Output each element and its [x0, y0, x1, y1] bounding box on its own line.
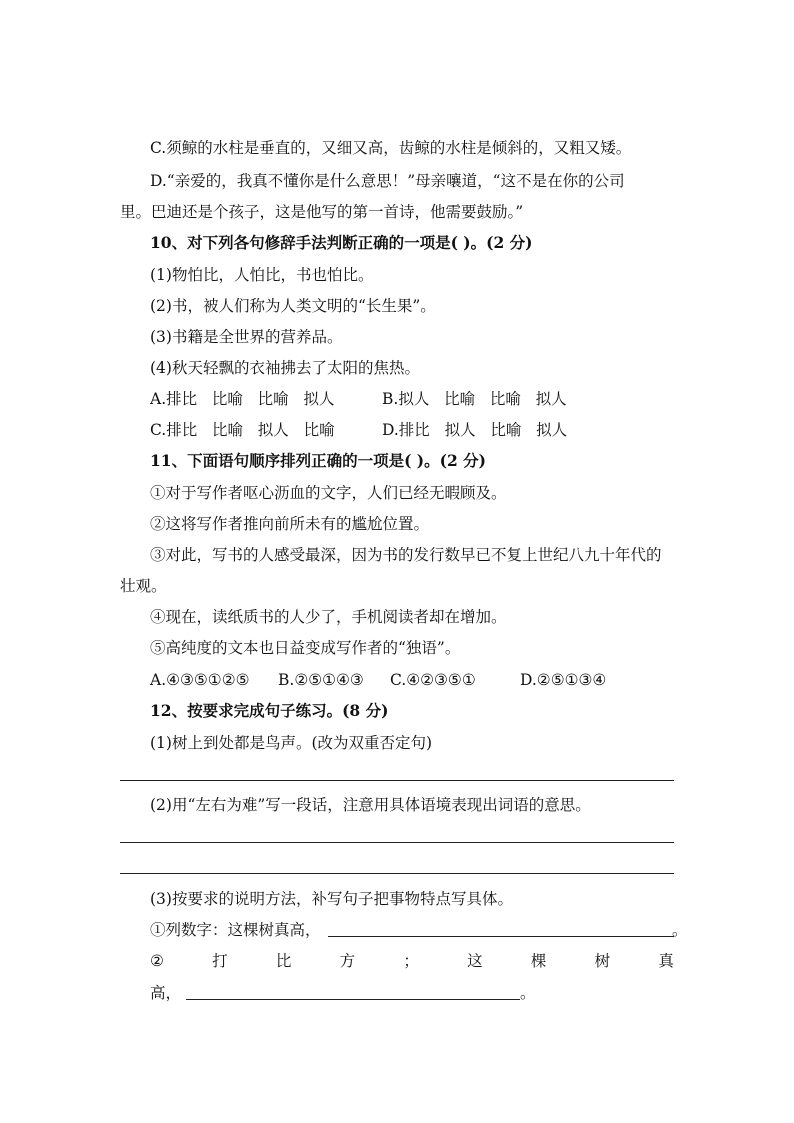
- q9-option-c: C.须鲸的水柱是垂直的，又细又高，齿鲸的水柱是倾斜的，又粗又矮。: [150, 139, 632, 157]
- q12-part1-answer-line[interactable]: [120, 780, 674, 781]
- q12-sub2-char: ②: [150, 952, 164, 970]
- q12-part2-answer-line-2[interactable]: [120, 873, 674, 874]
- q12-sub2-char: 方: [339, 952, 356, 970]
- q12-sub2-end: 。: [520, 984, 536, 1002]
- q12-sub2-char: 树: [594, 952, 611, 970]
- q9-option-d-line2: 里。巴迪还是个孩子，这是他写的第一首诗，他需要鼓励。”: [120, 203, 524, 221]
- q11-item-3-cont: 壮观。: [120, 577, 167, 595]
- q10-choice-b: B.拟人 比喻 比喻 拟人: [382, 390, 567, 408]
- q11-choice-c: C.④②③⑤①: [390, 671, 476, 689]
- q10-choice-d: D.排比 拟人 比喻 拟人: [382, 421, 568, 439]
- q12-sub1-end: 。: [672, 921, 688, 939]
- q11-item-5: ⑤高纯度的文本也日益变成写作者的“独语”。: [150, 639, 461, 657]
- q12-sub2-char: 比: [275, 952, 292, 970]
- q12-sub2-char: 这: [467, 952, 483, 970]
- q11-item-2: ②这将写作者推向前所未有的尴尬位置。: [150, 515, 430, 533]
- q12-sub1-answer-line[interactable]: [328, 936, 674, 937]
- q11-item-3: ③对此，写书的人感受最深，因为书的发行数早已不复上世纪八九十年代的: [150, 546, 662, 564]
- q10-item-1: (1)物怕比，人怕比，书也怕比。: [150, 266, 374, 284]
- q12-sub2-char: 棵: [530, 952, 547, 970]
- q12-sub2-char: ；: [403, 952, 419, 970]
- q9-option-d-line1: D.“亲爱的，我真不懂你是什么意思！”母亲嚷道，“这不是在你的公司: [150, 172, 625, 190]
- q11-title: 11、下面语句顺序排列正确的一项是( )。(2 分): [150, 451, 486, 470]
- q11-item-4: ④现在，读纸质书的人少了，手机阅读者却在增加。: [150, 608, 507, 626]
- q10-item-2: (2)书，被人们称为人类文明的“长生果”。: [150, 297, 436, 315]
- q12-sub2-prefix: 高，: [150, 984, 182, 1002]
- q10-item-4: (4)秋天轻飘的衣袖拂去了太阳的焦热。: [150, 359, 420, 377]
- q12-part2: (2)用“左右为难”写一段话，注意用具体语境表现出词语的意思。: [150, 796, 591, 814]
- q12-sub2-spread-line: [150, 951, 674, 971]
- q12-sub1-prefix: ①列数字：这棵树真高，: [150, 921, 321, 939]
- q10-choice-c: C.排比 比喻 拟人 比喻: [150, 421, 335, 439]
- q11-choice-d: D.②⑤①③④: [520, 671, 607, 689]
- q10-title: 10、对下列各句修辞手法判断正确的一项是( )。(2 分): [150, 233, 533, 252]
- q12-part3: (3)按要求的说明方法，补写句子把事物特点写具体。: [150, 890, 513, 908]
- q11-choice-a: A.④③⑤①②⑤: [150, 671, 250, 689]
- q12-title: 12、按要求完成句子练习。(8 分): [150, 701, 389, 720]
- q10-choice-a: A.排比 比喻 比喻 拟人: [150, 390, 335, 408]
- q11-choice-b: B.②⑤①④③: [278, 671, 364, 689]
- q12-sub2-char: 打: [212, 952, 228, 970]
- q12-part2-answer-line-1[interactable]: [120, 842, 674, 843]
- q12-sub2-answer-line[interactable]: [186, 999, 520, 1000]
- q12-part1: (1)树上到处都是鸟声。(改为双重否定句): [150, 734, 433, 752]
- q11-item-1: ①对于写作者呕心沥血的文字，人们已经无暇顾及。: [150, 484, 507, 502]
- q10-item-3: (3)书籍是全世界的营养品。: [150, 328, 343, 346]
- q12-sub2-char: 真: [658, 952, 674, 970]
